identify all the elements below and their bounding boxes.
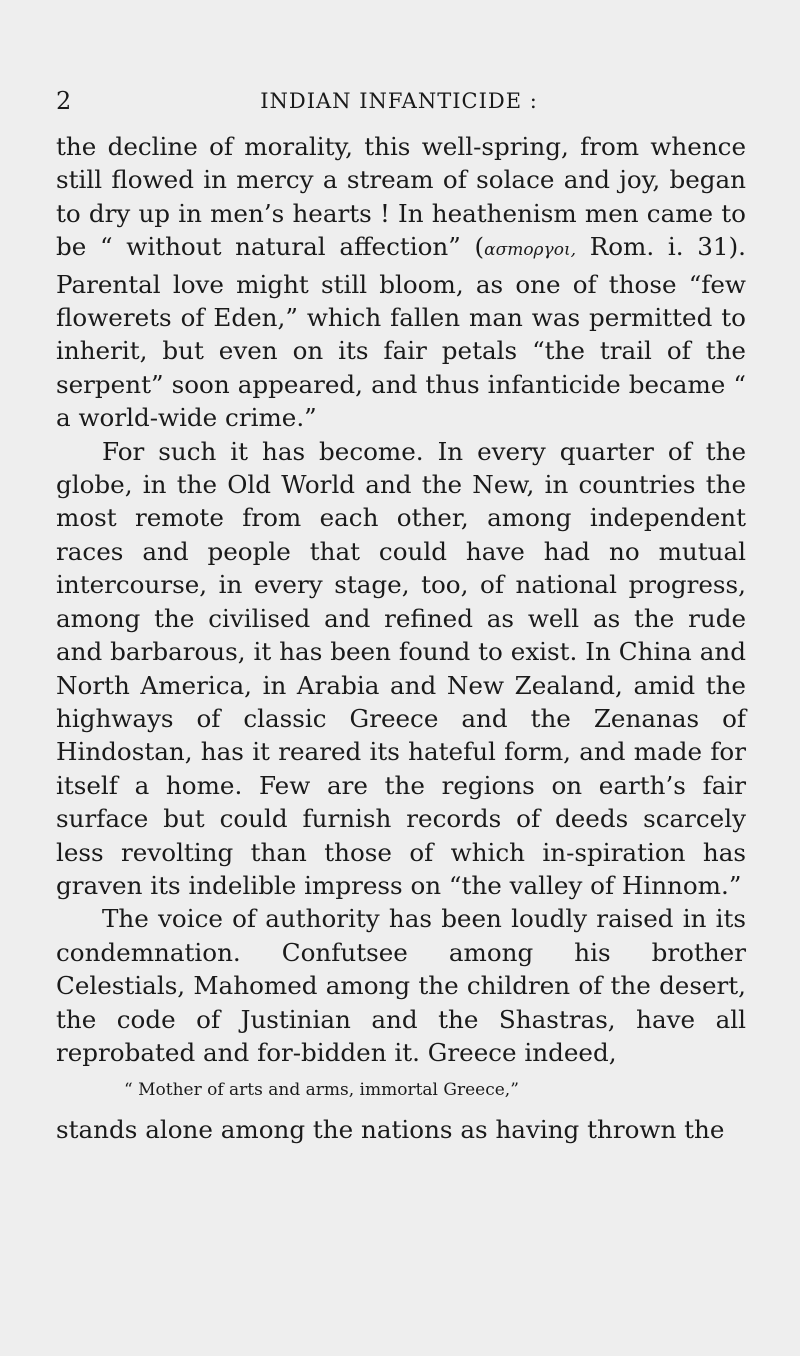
paragraph-4: stands alone among the nations as having thrown the [56, 1115, 725, 1145]
paragraph-1-part-b: Rom. i. 31). Parental love might still bloom, as one of those “few flowerets of Eden,” which fallen man was permitted to inherit, but even on its fair petals “the trail of the serpent” soon appeared, and thus infanticide became “ a world-wide crime.” [56, 232, 746, 433]
body-text [56, 130, 746, 1147]
paragraph-1 [56, 130, 746, 435]
page-header [56, 86, 742, 116]
paragraph-1-part-a: the decline of morality, this well-spring, from whence still flowed in mercy a stream of solace and joy, began to dry up in men’s hearts ! In heathenism men came to be “ without natural affection” ( [56, 132, 746, 262]
running-head: INDIAN INFANTICIDE : [260, 89, 538, 113]
paragraph-3: The voice of authority has been loudly raised in its condemnation. Confutsee among his brother Celestials, Mahomed among the children of the desert, the code of Justinian and the Shastras, have all reprobated and for-bidden it. Greece indeed, [56, 904, 746, 1067]
greek-word: ασтοργοι, [484, 240, 577, 261]
quotation: “ Mother of arts and arms, immortal Greece,” [124, 1080, 519, 1101]
page-number: 2 [56, 87, 72, 115]
paragraph-2: For such it has become. In every quarter of the globe, in the Old World and the New, in countries the most remote from each other, among independent races and people that could have had no mutual intercourse, in every stage, too, of national progress, among the civilised and refined as well as the rude and barbarous, it has been found to exist. In China and North America, in Arabia and New Zealand, amid the highways of classic Greece and the Zenanas of Hindostan, has it reared its hateful form, and made for itself a home. Few are the regions on earth’s fair surface but could furnish records of deeds scarcely less revolting than those of which in-spiration has graven its indelible impress on “the valley of Hinnom.” [56, 436, 746, 900]
